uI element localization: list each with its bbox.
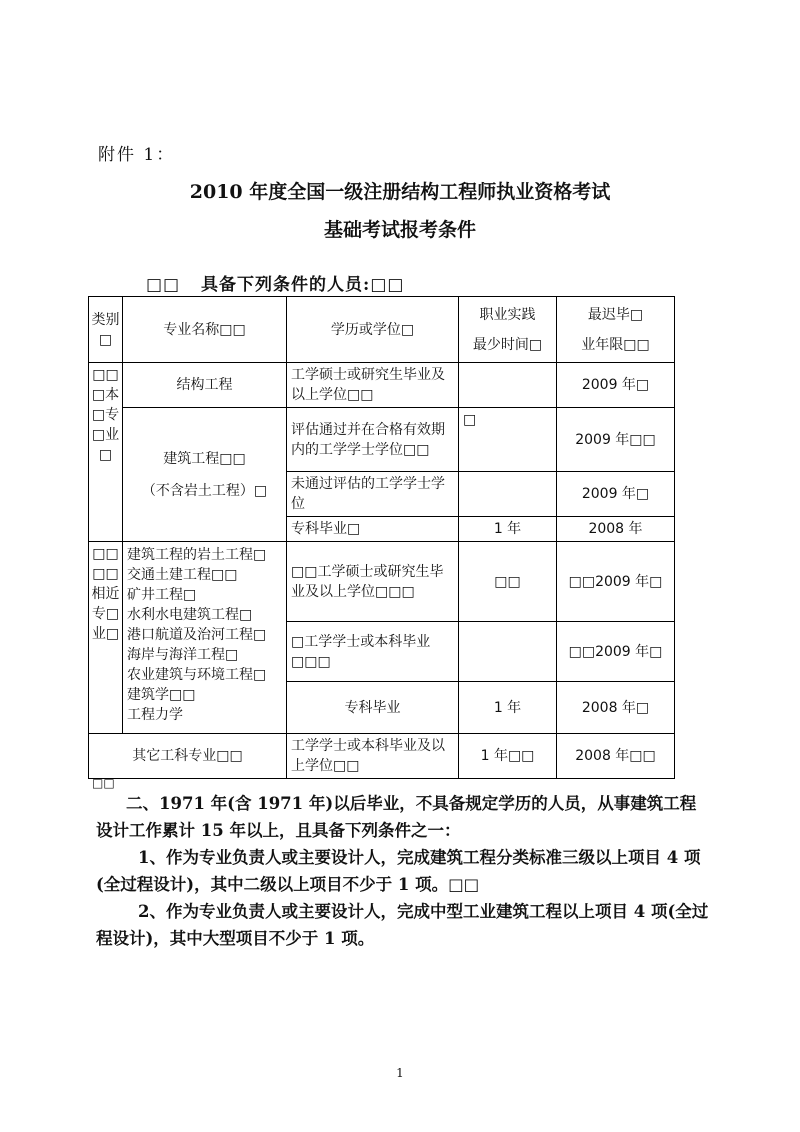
table-cell-practice: 1 年 xyxy=(459,517,557,542)
table-cell-practice: □ xyxy=(459,408,557,472)
requirements-table xyxy=(88,296,675,779)
table-cell-grad: 2008 年 xyxy=(557,517,675,542)
header-practice xyxy=(459,297,557,363)
group1-major-building xyxy=(123,408,287,542)
table-cell-degree: 专科毕业 xyxy=(287,682,459,734)
table-cell-degree: 评估通过并在合格有效期内的工学学士学位□□ xyxy=(287,408,459,472)
group1-category: □□□本□专□业□ xyxy=(89,363,123,542)
section1-prefix: □□ xyxy=(146,275,181,295)
table-cell-practice: 1 年□□ xyxy=(459,734,557,779)
header-grad-line1: 最迟毕□ xyxy=(587,306,644,323)
table-row xyxy=(89,363,675,408)
table-cell-degree: □工学学士或本科毕业□□□ xyxy=(287,622,459,682)
list-item: 水利水电建筑工程□ xyxy=(127,607,253,623)
table-cell-practice xyxy=(459,472,557,517)
paragraph-condition1: 1、作为专业负责人或主要设计人，完成建筑工程分类标准三级以上项目 4 项(全过程设计)，其中二级以上项目不少于 1 项。□□ xyxy=(96,848,701,894)
document-title-line2: 基础考试报考条件 xyxy=(323,219,476,241)
table-cell-grad: □□2009 年□ xyxy=(557,622,675,682)
table-row xyxy=(89,542,675,622)
document-title-line1: 2010 年度全国一级注册结构工程师执业资格考试 xyxy=(189,181,611,203)
table-footnote-squares: □□ xyxy=(92,776,115,790)
list-item: 海岸与海洋工程□ xyxy=(127,647,239,663)
table-cell-degree: □□工学硕士或研究生毕业及以上学位□□□ xyxy=(287,542,459,622)
paragraph-section2: 二、1971 年(含 1971 年)以后毕业，不具备规定学历的人员，从事建筑工程设计工作累计 15 年以上，且具备下列条件之一： xyxy=(96,794,697,840)
group2-category: □□□□相近专□业□ xyxy=(89,542,123,734)
attachment-label: 附件 1： xyxy=(98,145,176,165)
list-item: 农业建筑与环境工程□ xyxy=(127,667,267,683)
header-grad xyxy=(557,297,675,363)
table-cell-degree: 专科毕业□ xyxy=(287,517,459,542)
list-item: 建筑学□□ xyxy=(127,687,196,703)
major-building-name: 建筑工程□□ xyxy=(163,450,246,467)
table-header-row xyxy=(89,297,675,363)
table-cell-practice xyxy=(459,363,557,408)
group3-label: 其它工科专业□□ xyxy=(89,734,287,779)
major-building-note: （不含岩土工程）□ xyxy=(141,482,268,499)
table-cell-grad: 2009 年□ xyxy=(557,363,675,408)
table-cell-practice: □□ xyxy=(459,542,557,622)
list-item: 建筑工程的岩土工程□ xyxy=(127,547,267,563)
list-item: 港口航道及治河工程□ xyxy=(127,627,267,643)
table-row xyxy=(89,408,675,472)
table-cell-degree: 工学硕士或研究生毕业及以上学位□□ xyxy=(287,363,459,408)
section1-title: 具备下列条件的人员:□□ xyxy=(201,275,405,295)
list-item: 矿井工程□ xyxy=(127,587,197,603)
header-practice-line2: 最少时间□ xyxy=(472,336,543,353)
group2-majors xyxy=(123,542,287,734)
header-practice-line1: 职业实践 xyxy=(479,306,536,323)
list-item: 工程力学 xyxy=(127,707,183,723)
table-cell-grad: 2008 年□ xyxy=(557,682,675,734)
table-cell-practice: 1 年 xyxy=(459,682,557,734)
group1-major-structural: 结构工程 xyxy=(123,363,287,408)
table-cell-grad: 2009 年□□ xyxy=(557,408,675,472)
table-cell-degree: 未通过评估的工学学士学位 xyxy=(287,472,459,517)
table-row xyxy=(89,734,675,779)
page-number: 1 xyxy=(396,1066,404,1080)
table-cell-grad: 2008 年□□ xyxy=(557,734,675,779)
paragraph-condition2: 2、作为专业负责人或主要设计人，完成中型工业建筑工程以上项目 4 项(全过程设计)，其中大型项目不少于 1 项。 xyxy=(96,902,709,948)
list-item: 交通土建工程□□ xyxy=(127,567,238,583)
header-category: 类别□ xyxy=(89,297,123,363)
table-cell-grad: 2009 年□ xyxy=(557,472,675,517)
table-cell-grad: □□2009 年□ xyxy=(557,542,675,622)
table-cell-degree: 工学学士或本科毕业及以上学位□□ xyxy=(287,734,459,779)
header-grad-line2: 业年限□□ xyxy=(581,336,650,353)
table-cell-practice xyxy=(459,622,557,682)
header-degree: 学历或学位□ xyxy=(287,297,459,363)
header-major: 专业名称□□ xyxy=(123,297,287,363)
section1-heading xyxy=(146,270,404,295)
